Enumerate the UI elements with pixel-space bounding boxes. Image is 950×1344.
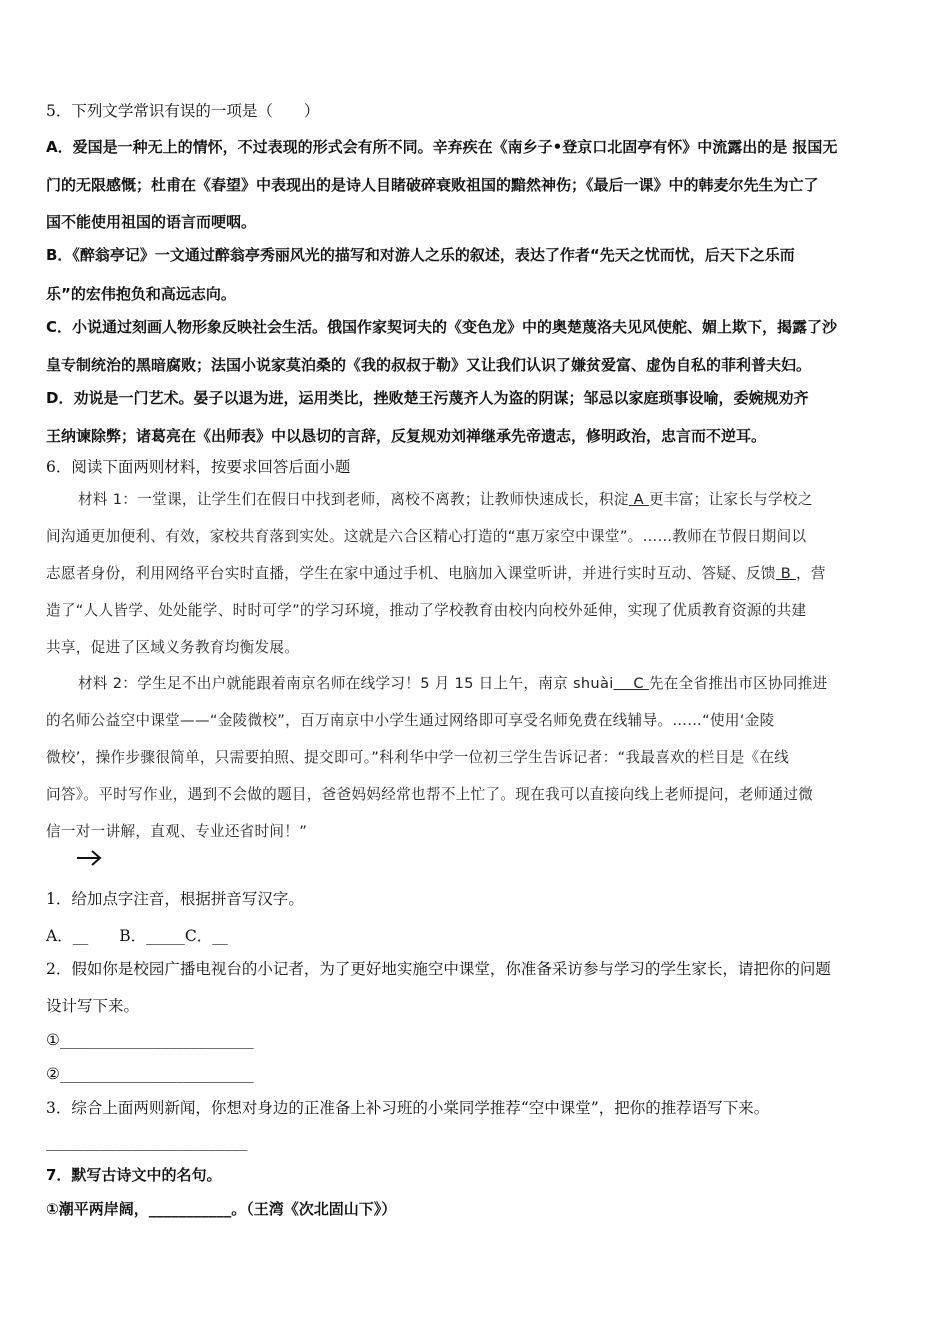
material2-line4: 问答》。平时写作业，遇到不会做的题目，爸爸妈妈经常也帮不上忙了。现在我可以直接向线上老师提问，老师通过微: [46, 786, 814, 803]
material2-line2: 的名师公益空中课堂——“金陵微校”，百万南京中小学生通过网络即可享受名师免费在线辅导。……“使用‘金陵: [46, 712, 775, 729]
material1-line4: 造了“人人皆学、处处能学、时时可学”的学习环境，推动了学校教育由校内向校外延伸，实现了优质教育资源的共建: [46, 602, 807, 619]
material2-line5: 信一对一讲解，直观、专业还省时间！”: [46, 823, 308, 840]
q6-sub2-answer-blank-1[interactable]: ①_________________________: [46, 1031, 254, 1049]
material1-line1-end: 更丰富；让家长与学校之: [648, 491, 813, 508]
q6-sub2-line1: 2．假如你是校园广播电视台的小记者，为了更好地实施空中课堂，你准备采访参与学习的学生家长，请把你的问题: [46, 960, 831, 978]
q5-option-a-line2: 门的无限感慨；杜甫在《春望》中表现出的是诗人目睹破碎衰败祖国的黯然神伤；《最后一课》中的韩麦尔先生为亡了: [46, 176, 819, 194]
q5-option-b-line2: 乐”的宏伟抱负和高远志向。: [46, 285, 236, 303]
q6-sub3-answer-blank[interactable]: __________________________: [46, 1133, 248, 1151]
material1-line3-end: ，营: [796, 565, 826, 582]
material2-line1-end: 先在全省推出市区协同推进: [648, 675, 828, 692]
arrow-right-icon: [74, 846, 104, 870]
q5-option-c-line1: C．小说通过刻画人物形象反映社会生活。俄国作家契诃夫的《变色龙》中的奥楚蔑洛夫见风使舵、媚上欺下，揭露了沙: [46, 318, 838, 336]
q5-option-d-line2: 王纳谏除弊；诸葛亮在《出师表》中以恳切的言辞，反复规劝刘禅继承先帝遗志，修明政治，忠言而不逆耳。: [46, 427, 767, 445]
q5-stem: 5．下列文学常识有误的一项是（ ）: [46, 102, 320, 120]
material1-line3: [46, 563, 906, 585]
q6-sub1: 1．给加点字注音，根据拼音写汉字。: [46, 890, 304, 908]
q5-option-b-line1: B．《醉翁亭记》一文通过醉翁亭秀丽风光的描写和对游人之乐的叙述，表达了作者“先天之忧而忧，后天下之乐而: [46, 246, 795, 264]
material1-line1: [78, 489, 938, 511]
blank-mark-c: C: [613, 675, 649, 692]
material2-line1-start: 材料 2：学生足不出户就能跟着南京名师在线学习！5 月 15 日上午，南京 shuài: [78, 675, 614, 692]
q6-stem: 6．阅读下面两则材料，按要求回答后面小题: [46, 458, 351, 476]
material2-line1: [78, 673, 938, 695]
q6-sub1-answer-blanks[interactable]: A．__ B．_____C．__: [46, 927, 228, 945]
material1-line2: 间沟通更加便利、有效，家校共育落到实处。这就是六合区精心打造的“惠万家空中课堂”。……教师在节假日期间以: [46, 528, 807, 545]
q5-option-a-line1: A．爱国是一种无上的情怀，不过表现的形式会有所不同。辛弃疾在《南乡子•登京口北固亭有怀》中流露出的是 报国无: [46, 138, 838, 156]
q7-item-1: ①潮平两岸阔，___________。（王湾《次北固山下》）: [46, 1200, 397, 1218]
q6-sub2-answer-blank-2[interactable]: ②_________________________: [46, 1065, 254, 1083]
q7-stem: 7．默写古诗文中的名句。: [46, 1166, 222, 1184]
material1-line5: 共享，促进了区域义务教育均衡发展。: [46, 639, 300, 656]
q5-option-a-line3: 国不能使用祖国的语言而哽咽。: [46, 213, 257, 231]
material1-line1-start: 材料 1：一堂课，让学生们在假日中找到老师，离校不离教；让教师快速成长，积淀: [78, 491, 629, 508]
blank-mark-b: B: [775, 565, 797, 582]
q5-option-d-line1: D．劝说是一门艺术。晏子以退为进，运用类比，挫败楚王污蔑齐人为盗的阴谋；邹忌以家庭琐事设喻，委婉规劝齐: [46, 389, 809, 407]
q6-sub3: 3．综合上面两则新闻，你想对身边的正准备上补习班的小棠同学推荐“空中课堂”，把你的推荐语写下来。: [46, 1099, 770, 1117]
q5-option-c-line2: 皇专制统治的黑暗腐败；法国小说家莫泊桑的《我的叔叔于勒》又让我们认识了嫌贫爱富、虚伪自私的菲利普夫妇。: [46, 356, 812, 374]
material1-line3-start: 志愿者身份，利用网络平台实时直播，学生在家中通过手机、电脑加入课堂听讲，并进行实时互动、答疑、反馈: [46, 565, 776, 582]
blank-mark-a: A: [628, 491, 649, 508]
q6-sub2-line2: 设计写下来。: [46, 997, 140, 1015]
material2-line3: 微校’，操作步骤很简单，只需要拍照、提交即可。”科利华中学一位初三学生告诉记者：“我最喜欢的栏目是《在线: [46, 749, 790, 766]
